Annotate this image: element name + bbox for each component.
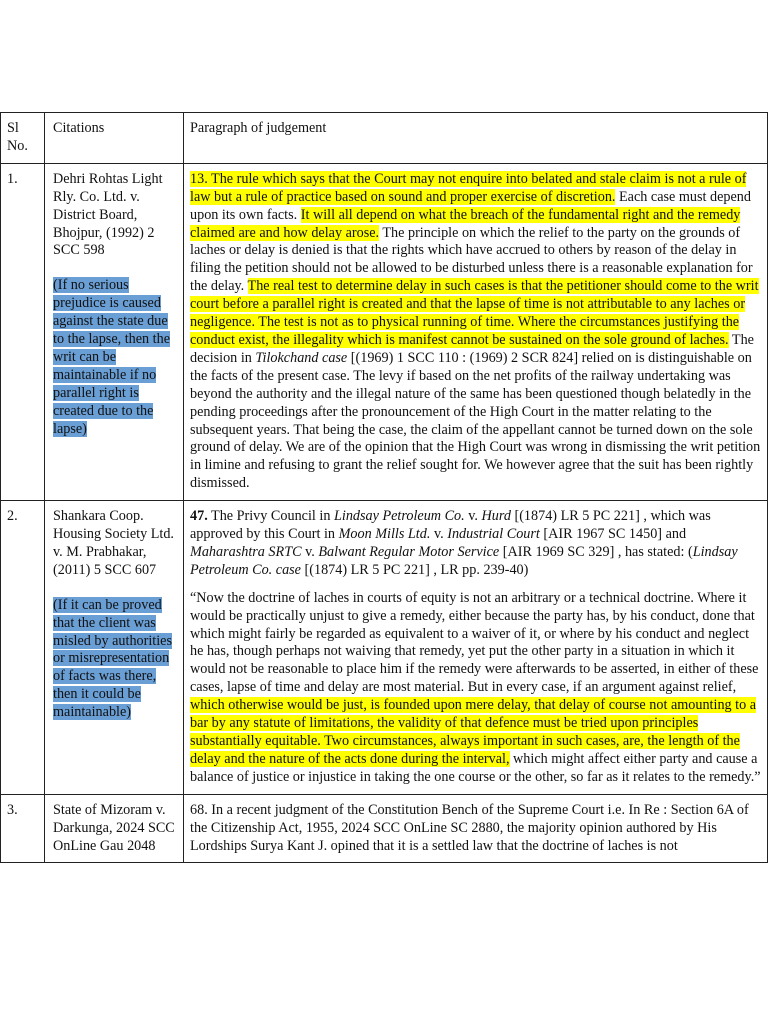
highlighted-text: which otherwise would be just, is founded upon mere delay, that delay of course not amounting to a bar by any statute of limitations, the validity of that defence must be tried upon principles substantially equitable. Two circumstances, always important in such cases, are, the length of the delay and the nature of the acts done during the interval,	[190, 697, 757, 767]
highlighted-text: It will all depend on what the breach of the fundamental right and the remedy claimed are and how delay arose.	[190, 206, 741, 241]
judgement-paragraph	[190, 508, 763, 580]
header-citations: Citations	[45, 113, 184, 164]
case-name-italic: Lindsay Petroleum Co.	[333, 508, 465, 525]
paragraph-text: [AIR 1969 SC 329] , has stated: (	[499, 543, 693, 560]
paragraph-text: v.	[430, 526, 448, 543]
case-name-italic: Balwant Regular Motor Service	[318, 543, 500, 560]
paragraph-text: The Privy Council in	[207, 508, 334, 525]
paragraph-text: [(1874) LR 5 PC 221] , which was approved by this Court in	[190, 508, 711, 543]
paragraph-text: The decision in	[190, 331, 754, 366]
citations-table	[0, 112, 768, 863]
case-name-italic: Industrial Court	[447, 526, 540, 543]
citation-cell	[45, 163, 184, 500]
judgement-paragraph	[190, 171, 763, 493]
paragraph-text: v.	[301, 543, 319, 560]
paragraph-number: 47.	[190, 508, 208, 525]
citation-text: State of Mizoram v. Darkunga, 2024 SCC OnLine Gau 2048	[53, 801, 175, 854]
paragraph-text: [(1874) LR 5 PC 221] , LR pp. 239-40)	[300, 561, 529, 578]
paragraph-cell	[184, 163, 768, 500]
citation-note: (If it can be proved that the client was misled by authorities or misrepresentation of facts was there, then it could be maintainable)	[53, 596, 173, 721]
highlighted-text: The real test to determine delay in such cases is that the petitioner should come to the writ court before a parallel right is created and that the lapse of time is not attributable to any laches or negligence. The test is not as to physical running of time. Where the circumstances justifying the conduct exist, the illegality which is manifest cannot be sustained on the sole ground of laches.	[190, 278, 759, 348]
case-name-italic: Moon Mills Ltd.	[338, 526, 431, 543]
header-paragraph: Paragraph of judgement	[184, 113, 768, 164]
paragraph-text: which might affect either party and cause a balance of justice or injustice in taking the one course or the other, so far as it relates to the remedy.”	[190, 750, 761, 785]
row-sl-no: 1.	[1, 163, 45, 500]
paragraph-cell	[184, 501, 768, 795]
table-row	[1, 163, 768, 500]
paragraph-text: The principle on which the relief to the party on the grounds of laches or delay is denied is that the rights which have accrued to others by reason of the delay in filing the petition should not be allowed to be disturbed unless there is a reasonable explanation for the delay.	[190, 224, 753, 295]
case-name-italic: Hurd	[481, 508, 511, 525]
case-name-italic: Tilokchand case	[255, 349, 348, 366]
case-name-italic: Lindsay Petroleum Co. case	[190, 543, 738, 578]
judgement-paragraph: 68. In a recent judgment of the Constitution Bench of the Supreme Court i.e. In Re : Section 6A of the Citizenship Act, 1955, 2024 SCC OnLine SC 2880, the majority opinion authored by His Lordships Surya Kant J. opined that it is a settled law that the doctrine of laches is not	[190, 801, 749, 854]
paragraph-text: “Now the doctrine of laches in courts of equity is not an arbitrary or a technical doctrine. Where it would be practically unjust to give a remedy, either because the party has, by his conduct, done that which might fairly be regarded as equivalent to a waiver of it, or where by his conduct and neglect he has, though perhaps not waiving that remedy, yet put the other party in a situation in which it would not be reasonable to place him if the remedy were afterwards to be asserted, in either of these cases, lapse of time and delay are most material. But in every case, if an argument against relief,	[190, 589, 759, 696]
table-header-row	[1, 113, 768, 164]
paragraph-text: v.	[464, 508, 482, 525]
citation-text: Shankara Coop. Housing Society Ltd. v. M. Prabhakar, (2011) 5 SCC 607	[53, 508, 174, 578]
header-sl-no: Sl No.	[1, 113, 45, 164]
paragraph-text: [(1969) 1 SCC 110 : (1969) 2 SCR 824] relied on is distinguishable on the facts of the present case. The levy if based on the net profits of the railway undertaking was beyond the authority and the illegal nature of the same has been questioned though belatedly in the pending proceedings after the pronouncement of the High Court in the matter relating to the subsequent years. That being the case, the claim of the appellant cannot be turned down on the sole ground of delay. We are of the opinion that the High Court was wrong in dismissing the writ petition in limine and refusing to grant the relief sought for. We however agree that the suit has been rightly dismissed.	[190, 349, 761, 492]
paragraph-cell	[184, 794, 768, 863]
highlighted-text: 13. The rule which says that the Court may not enquire into belated and stale claim is not a rule of law but a rule of practice based on sound and proper exercise of discretion.	[190, 170, 747, 205]
row-sl-no: 3.	[1, 794, 45, 863]
paragraph-text: Each case must depend upon its own facts.	[190, 188, 751, 223]
table-row	[1, 794, 768, 863]
case-name-italic: Maharashtra SRTC	[190, 543, 302, 560]
row-sl-no: 2.	[1, 501, 45, 795]
citation-text: Dehri Rohtas Light Rly. Co. Ltd. v. District Board, Bhojpur, (1992) 2 SCC 598	[53, 170, 163, 259]
citation-cell	[45, 501, 184, 795]
citation-cell	[45, 794, 184, 863]
citation-note: (If no serious prejudice is caused against the state due to the lapse, then the writ can be maintainable if no parallel right is created due to the lapse)	[53, 277, 171, 437]
quoted-paragraph	[190, 590, 763, 787]
table-row	[1, 501, 768, 795]
paragraph-text: [AIR 1967 SC 1450] and	[539, 526, 687, 543]
